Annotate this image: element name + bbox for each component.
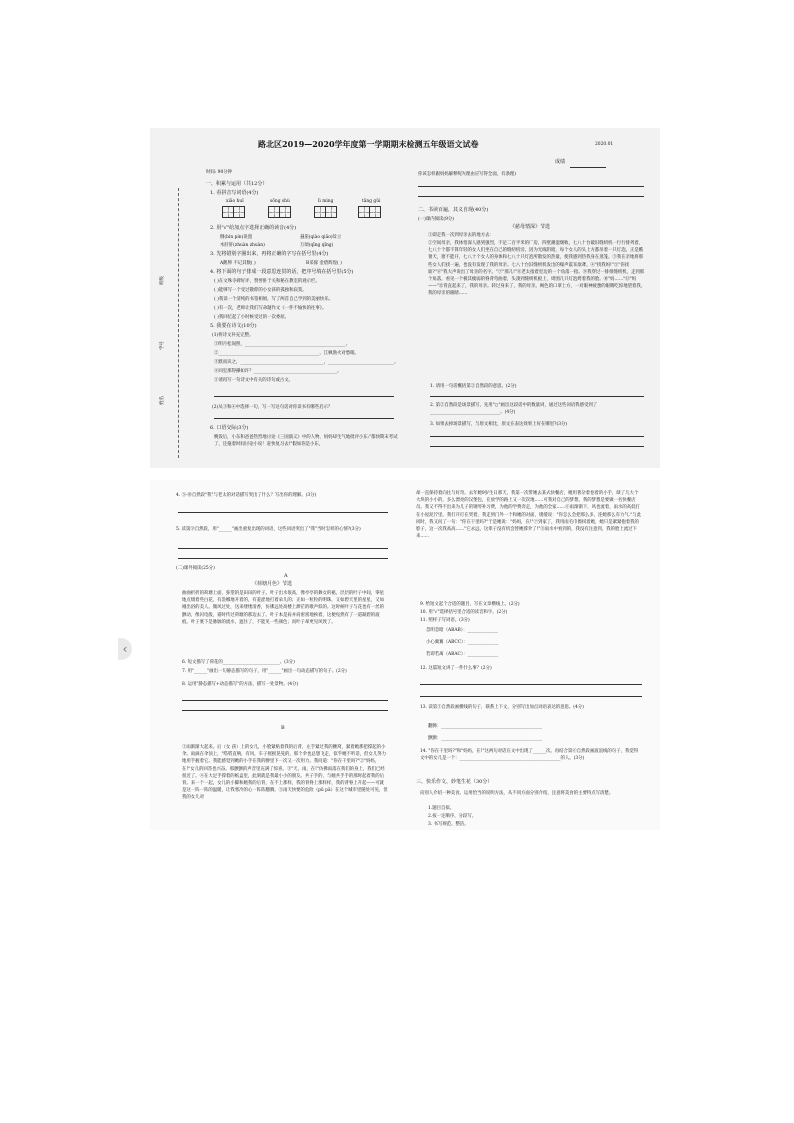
sentence-item: ( )在文殊寺碑好评，赞誉卧于关和秘在教室的观示栏。 [214, 279, 320, 284]
requirement: 2.按一定顺序、分段写。 [428, 814, 477, 819]
score-label: 成绩 [555, 159, 566, 165]
answer-line[interactable] [178, 512, 388, 513]
part-label: B [281, 725, 285, 731]
requirement: 3. 书写规范、整洁。 [428, 822, 469, 827]
answer-line[interactable] [178, 548, 388, 549]
score-line[interactable] [570, 167, 606, 168]
option: A鹅卵 不记其数( ) [220, 261, 256, 266]
word-pattern: 忽明忽暗（ABAB）：______________ [426, 628, 499, 633]
question: 3. 先将错别字圈出来，再将正确的字写在括号里(4分) [210, 251, 329, 257]
question: 你该怎样跟妈妈解释呢?(理由应写得全面，有条理) [418, 172, 516, 177]
passage-text: ①雨渐渐大起来。后（女 孩）上的女儿，小脸紧贴着我的后背，左手紧过我的腰窝，紧着她那把撑起的小伞。雨滴在伞顶上，"嗒嗒直响，有风，车子摇摇晃晃的，那个伞也总想飞走，似乎她不听话，但女儿努力地用手握着它。我能感觉到她的小手在我的腰里下一次又一次用力。我问道："你在干里吗?"②"妈妈，在!"女儿的回答也兴奋。那颤颤的声音里充满了惊喜。③"天，雨，在!"仿佛雨落在我们的身上，我们已经很近了。④在大足手撑着的纸盒里，此刻就是我最小小的朋友。共子手的，与她共手手的那时起着我的后背。来一个一起，女儿的小脚和她我的后背，在不上那样，我的背脊上那样样，我的背脊上升起——可就是这一阵一阵的温暖，让我寒冷的心一阵阵翻腾。⑤雨天快要的危险（pū pā）在这个城市里随处可见，但我的女儿对 [182, 745, 388, 801]
question: 3. 如果去掉场景描写，与原文相比，原文在表达效果上好在哪里?(3分) [430, 422, 568, 427]
passage-title: 《荷塘月色》节选 [252, 581, 293, 587]
answer-box[interactable] [279, 206, 291, 218]
section-heading: 三、快乐作文、妙笔生花（30分） [416, 779, 493, 785]
side-label: 学号 [159, 341, 165, 350]
poem-line: ①明月松间照，______________________________________________。 [214, 342, 351, 347]
definition-line: 翻腾：______________________________________________ [428, 724, 543, 729]
question: 2. 第②自然段是场景描写，先用"○"画出这段话中的数量词，通过这些词语我感受到了________________________________。(4分) [430, 403, 598, 416]
answer-box[interactable] [369, 206, 381, 218]
section-heading: 二、书读百遍，其义自现(40分) [418, 207, 489, 213]
paragraph: 晚饭后，小东和爸爸热烈地讨论《三国演义》中的人物，妈妈却生气地批评小东:"都快期末考试了，还拖着时间讨论小说！赶快复习去!"假如你是小东， [214, 435, 398, 448]
question: 4. 将下面的句子排成一段意思连贯的话，把序号填在括号里(5分) [210, 269, 354, 275]
passage-text: ②空间母亲，我体悟深人感到强烈，不足二百平米的厂房，四壁潮湿颓败，七八十台破旧缝纫机一行行排列着，七八十个都不算年轻的女人们坐在自己的缝纫机旁。因为光线阴暗，每个女人的头上方都吊着一只灯泡。正是酷暑天，窗不能开，七八十个女人的身体和七八十只灯泡所散发的热量，使我感到热我身在蒸笼。③我在亲地将那些女人们找一遍，也没有发现了我的母亲。七八十台旧缝纫机发出的噪声震耳欲聋。④"找我妈!"⑤"你找谁?"⑥"我大声说出了母亲的名字。"⑦"那儿!"⑧老太指着里边的一个角落一指。⑨我穿过一排排缝纫机，走到那个角落，看见一个极其瘦弱的脊背弯曲着，头凑到缝纫机板上，周围几只灯泡烤着我的脸。⑩"妈……"⑪"妈——"⑫背直起来了，我的母亲。转过身来了，我的母亲。褐色的口罩上方，一对眼神疲惫的眼睛吃惊地望着我，我的母亲的眼睛…… [428, 241, 646, 297]
passage-line: ①即走我一次到母亲去的地方去： [428, 233, 494, 238]
question: 6. 口语交际(3分) [210, 425, 249, 431]
passage-title: 《慈母情深》节选 [510, 224, 551, 230]
answer-line[interactable] [178, 558, 388, 559]
question: 10. 用"√"选择括号里合适的读音和字。(2分) [420, 610, 508, 615]
sentence-item: ( )有一次，老师让我们写命题作文《一件不愉快的往事》。 [214, 306, 327, 311]
binding-line [178, 188, 179, 458]
answer-line[interactable] [420, 696, 642, 697]
option: 木肝肝(zhuàn zhuàn) [220, 243, 265, 248]
part-label: A [284, 573, 288, 579]
question: 8. 运用"静态描写+动态描写"的方法，描写一处景物。(4分) [182, 682, 299, 687]
word-pattern: 若即若离（ABAC）：______________ [426, 652, 499, 657]
passage-text: 却一直保持着向往与好奇。去年她9岁生日那天，我第一次带她去某式快餐店，她用著杂着卷着的小手，缺了几大个大块的小小的，多么漂亮的汉堡包，在放学的路上又一次次地……可我对自己的梦想，我的梦想是要做一名快餐店员。我又不得不出来为儿子的钢琴补习费，为他的学费奔走，为他的全家……⑥雨渐渐下，风也流着，雨水的高低打在小屋泥泞里。我打开灯在哭着，我走到门外一个和她的对面，缓缓说："你怎么会把那么多，连她那么有力气."与此同时，我又问了一句："你在干里吗?"于是她说："妈妈，在!"⑦到家了，我用雨毛巾擦拭着她，她只是紧紧抱着我的脖子，这一次我高高……"它永远，这辈子没有机会替她撑伞了!"⑧雨水中看到的，我没有注意到，我的脸上流过下来…… [416, 491, 641, 540]
exam-title: 路北区2019—2020学年度第一学期期末检测五年级语文试卷 [258, 139, 479, 149]
answer-line[interactable] [418, 196, 644, 197]
instruction: 向别人介绍一种美食。运用恰当的说明方法，从不同方面分别介绍，注意将美食的主要特点写清楚。 [420, 791, 614, 796]
option: 万顷(qīng qǐng) [300, 243, 334, 248]
poem-line: ④同室那得操如许？______________________________________。 [214, 369, 342, 374]
definition-line: 颤颤：______________________________________________ [428, 736, 543, 741]
sentence-item: ( )我读一个清纯的书签相姐，写了两首自己学到的美丽快乐。 [214, 297, 333, 302]
pinyin: lì mìng [318, 199, 334, 204]
answer-box[interactable] [325, 206, 337, 218]
word-pattern: 小心翼翼（ABCC）：______________ [426, 640, 499, 645]
answer-line[interactable] [214, 396, 394, 397]
sub-section: (一)课内阅读(9分) [418, 217, 454, 222]
previous-page-button[interactable] [118, 638, 132, 660]
chevron-left-icon: ‹ [122, 642, 128, 656]
question: 9. 给短文起个合适的题目，写在文章横线上。(2分) [420, 602, 520, 607]
side-label: 班级 [159, 276, 165, 285]
answer-line[interactable] [182, 710, 388, 711]
pinyin: tāng gǔi [362, 199, 381, 204]
sub-question: (1)将诗文补充完整。 [212, 333, 254, 338]
question: 5. 我要在诗文(10分) [210, 323, 257, 329]
answer-line[interactable] [430, 396, 644, 397]
exam-time: 时间: 90分钟 [206, 170, 233, 175]
pinyin: sōng shù [270, 199, 290, 204]
option: 倒(bìn pín)误置 [220, 235, 253, 240]
poem-line: ⑤请再写一句诗文中有关的诗句或古文。 [214, 378, 294, 383]
passage-text: 曲曲折折的荷塘上面，弥望的是田田的叶子。叶子出水很高，像亭亭的舞女的裙。层层的叶子中间，零星地点缀着些白花，有袅娜地开着的，有羞涩地打着朵儿的；正如一粒粒的明珠，又如碧天里的星星，又如刚出浴的美人。微风过处，送来缕缕清香，仿佛远处高楼上渺茫的歌声似的。这时候叶子与花也有一丝的颤动，像闪电般，霎时传过荷塘的那边去了。叶子本是肩并肩密密地挨着，这便宛然有了一道凝碧的波痕。叶子底下是脉脉的流水，遮住了，不能见一些颜色；而叶子却更见风致了。 [182, 591, 384, 625]
option: B采傢 金碧辉煌( ) [306, 261, 342, 266]
sentence-item: ( )能够写一个受过敬仰的小女孩的孤独和寂寞。 [214, 288, 307, 293]
poem-line: ③默而识之，______________________________________，______________________________。 [214, 360, 399, 365]
question: 12. 这篇短文讲了一件什么事？(2分) [420, 666, 492, 671]
sub-question: (2)从③和④中选择一句，写一写这句话对你读书有哪些启示？ [212, 405, 333, 410]
question: 11. 照样子写词语。(3分) [420, 618, 470, 623]
section-heading: 一、积累与运用（共12分） [206, 181, 268, 187]
question: 2. 用"√"给加点字选择正确的读音(4分) [210, 225, 297, 231]
requirement: 1.题目自拟。 [428, 806, 455, 811]
question: 14. "你在干里吗?"和"妈妈，在!"这两句对话在文中出现了______次。再结合第⑥自然段画波浪线的句子，我觉得文中的女儿是一个：______________________________________________的人。(3分) [420, 749, 639, 762]
sentence-item: ( )我回忆起了小时候受过的一次委屈。 [214, 315, 290, 320]
question: 7. 用"______"画出一句静态描写的句子，用"______"画出一句动态描写的句子。(2分) [182, 669, 347, 674]
question: 4. ⑤-⑩自然段"我"与老太的对话描写突出了什么？写出你的理解。(3分) [176, 493, 317, 498]
question: 1. 请用一句话概括第②自然段的意思。(2分) [430, 384, 517, 389]
question: 6. 短文描写了荷花的__________________________。(3分) [182, 660, 295, 665]
answer-line[interactable] [420, 684, 642, 685]
side-label: 姓名 [159, 396, 165, 405]
sub-section: (二)课外阅读(25分) [176, 566, 215, 571]
option: 悬崖(qiào qiǎo)耸立 [300, 235, 342, 240]
answer-box[interactable] [233, 206, 245, 218]
answer-line[interactable] [430, 436, 644, 437]
poem-line: ②______________________________________________，江枫渔火对愁眠。 [214, 351, 359, 356]
answer-line[interactable] [418, 186, 644, 187]
answer-line[interactable] [214, 418, 394, 419]
answer-line[interactable] [182, 700, 388, 701]
answer-line[interactable] [430, 446, 644, 447]
question: 1. 看拼音写词语(4分) [210, 190, 259, 196]
exam-date: 2020.01 [595, 142, 614, 147]
question: 5. 读第⑨自然段，用"______"画出重复出现的词语，这些词语突出了"我"当时怎样的心情?(3分) [176, 527, 361, 532]
pinyin: xiāo huǐ [226, 199, 244, 204]
question: 13. 读第③自然段画横线的句子，联系上下文，分别写出加点词语表达的意思。(4分) [420, 705, 584, 710]
